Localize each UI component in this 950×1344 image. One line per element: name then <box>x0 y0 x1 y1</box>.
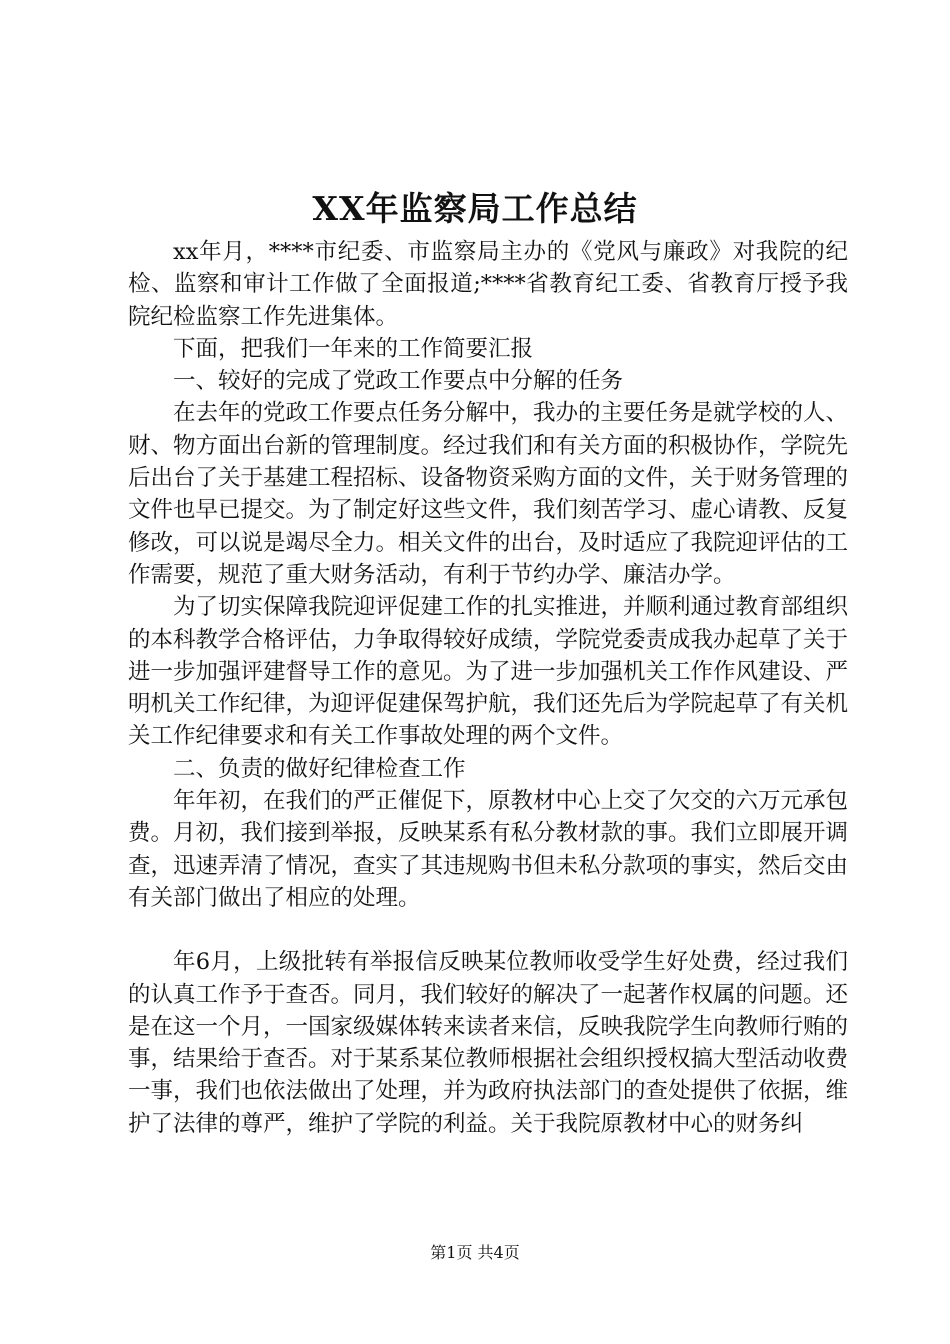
section-heading: 一、较好的完成了党政工作要点中分解的任务 <box>173 368 624 395</box>
document-body <box>128 236 848 1140</box>
page-footer: 第1页 共4页 <box>430 1243 520 1262</box>
paragraph: 年年初，在我们的严正催促下，原教材中心上交了欠交的六万元承包费。月初，我们接到举报，反映某系有私分教材款的事。我们立即展开调查，迅速弄清了情况，查实了其违规购书但未私分款项的事实，然后交由有关部门做出了相应的处理。 <box>128 788 849 911</box>
paragraph: 年6月，上级批转有举报信反映某位教师收受学生好处费，经过我们的认真工作予于查否。同月，我们较好的解决了一起著作权属的问题。还是在这一个月，一国家级媒体转来读者来信，反映我院学生向教师行贿的事，结果给于查否。对于某系某位教师根据社会组织授权搞大型活动收费一事，我们也依法做出了处理，并为政府执法部门的查处提供了依据，维护了法律的尊严，维护了学院的利益。关于我院原教材中心的财务纠 <box>128 949 849 1137</box>
paragraph: xx年月，****市纪委、市监察局主办的《党风与廉政》对我院的纪检、监察和审计工作做了全面报道;****省教育纪工委、省教育厅授予我院纪检监察工作先进集体。 <box>128 239 848 330</box>
paragraph: 为了切实保障我院迎评促建工作的扎实推进，并顺利通过教育部组织的本科教学合格评估，力争取得较好成绩，学院党委责成我办起草了关于进一步加强评建督导工作的意见。为了进一步加强机关工作作风建设、严明机关工作纪律，为迎评促建保驾护航，我们还先后为学院起草了有关机关工作纪律要求和有关工作事故处理的两个文件。 <box>128 594 849 750</box>
document-title: XX年监察局工作总结 <box>312 189 638 228</box>
paragraph: 在去年的党政工作要点任务分解中，我办的主要任务是就学校的人、财、物方面出台新的管理制度。经过我们和有关方面的积极协作，学院先后出台了关于基建工程招标、设备物资采购方面的文件，关于财务管理的文件也早已提交。为了制定好这些文件，我们刻苦学习、虚心请教、反复修改，可以说是竭尽全力。相关文件的出台，及时适应了我院迎评估的工作需要，规范了重大财务活动，有利于节约办学、廉洁办学。 <box>128 400 849 588</box>
section-heading: 二、负责的做好纪律检查工作 <box>173 755 466 782</box>
paragraph: 下面，把我们一年来的工作简要汇报 <box>173 335 534 362</box>
